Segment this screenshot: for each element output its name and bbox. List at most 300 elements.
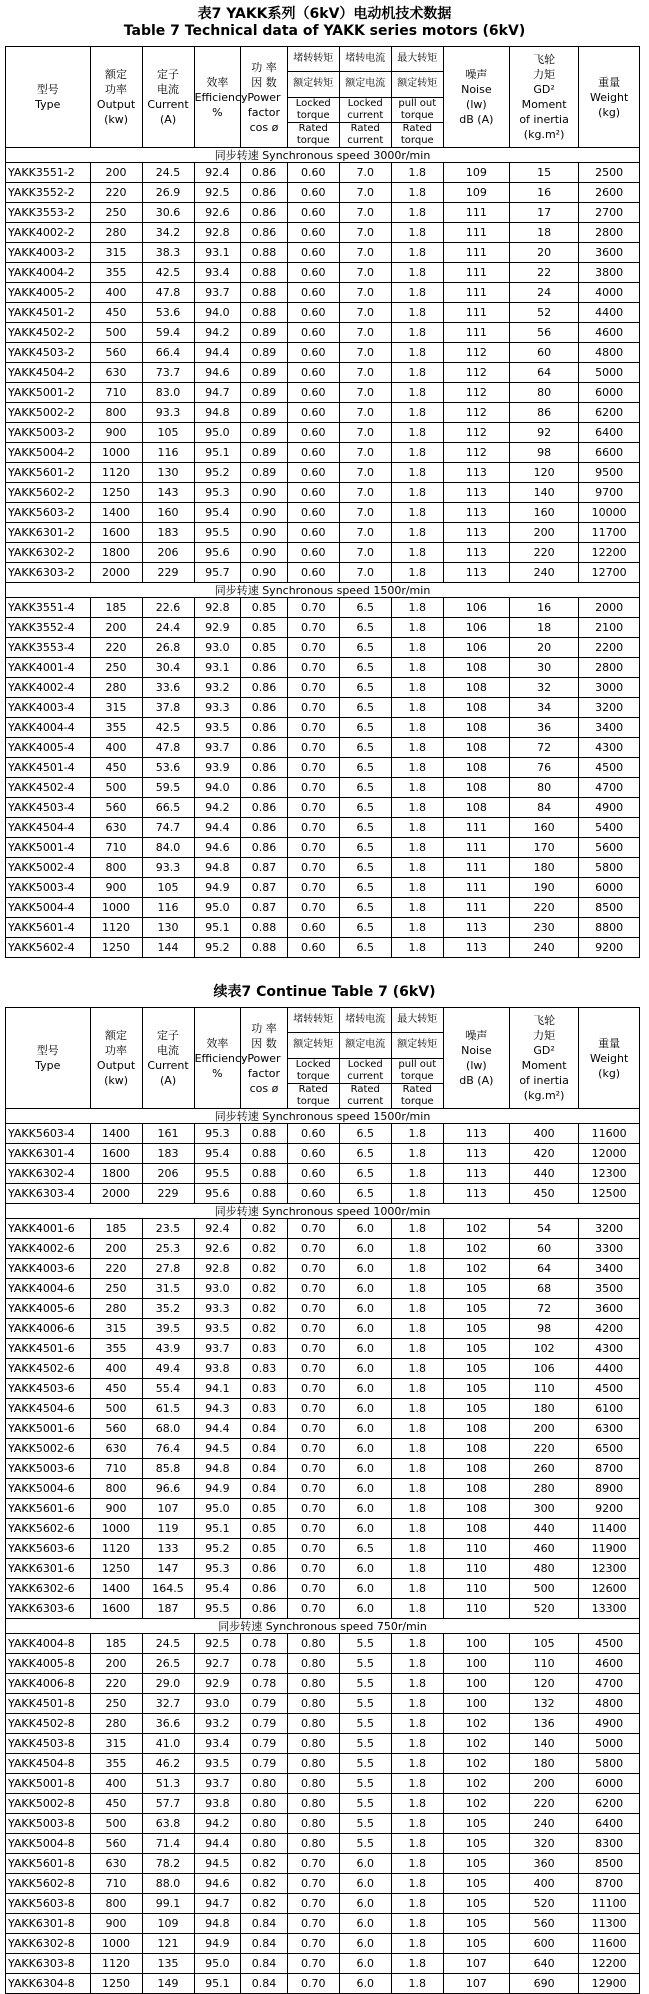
value-cell: 110: [443, 1579, 509, 1599]
table-row: [6, 203, 640, 223]
value-cell: 11700: [579, 523, 640, 543]
value-cell: 0.70: [287, 1579, 339, 1599]
header-locked-current-ratio-mid: 额定电流: [340, 1032, 391, 1057]
value-cell: 26.8: [142, 638, 194, 658]
table-row: [6, 1674, 640, 1694]
value-cell: 102: [443, 1774, 509, 1794]
value-cell: 160: [509, 818, 578, 838]
value-cell: 113: [443, 1164, 509, 1184]
value-cell: 105: [443, 1874, 509, 1894]
value-cell: 0.86: [241, 1599, 288, 1619]
value-cell: 59.5: [142, 778, 194, 798]
value-cell: 6.5: [339, 818, 391, 838]
value-cell: 0.70: [287, 1854, 339, 1874]
header-locked-current-ratio: [339, 1008, 391, 1109]
value-cell: 121: [142, 1934, 194, 1954]
value-cell: 0.90: [241, 523, 288, 543]
value-cell: 6.0: [339, 1934, 391, 1954]
value-cell: 106: [443, 598, 509, 618]
value-cell: 6.0: [339, 1439, 391, 1459]
value-cell: 220: [90, 1259, 142, 1279]
value-cell: 0.78: [241, 1674, 288, 1694]
value-cell: 690: [509, 1974, 578, 1994]
value-cell: 0.70: [287, 838, 339, 858]
value-cell: 113: [443, 918, 509, 938]
model-cell: YAKK5002-4: [6, 858, 91, 878]
value-cell: 110: [443, 1539, 509, 1559]
value-cell: 315: [90, 243, 142, 263]
header-locked-current-ratio-en2: Rated current: [340, 1083, 391, 1108]
value-cell: 108: [443, 658, 509, 678]
value-cell: 0.80: [241, 1814, 288, 1834]
value-cell: 93.3: [194, 698, 241, 718]
value-cell: 250: [90, 203, 142, 223]
value-cell: 5.5: [339, 1774, 391, 1794]
value-cell: 95.2: [194, 938, 241, 958]
value-cell: 92.9: [194, 618, 241, 638]
value-cell: 0.80: [241, 1794, 288, 1814]
model-cell: YAKK4002-2: [6, 223, 91, 243]
value-cell: 560: [509, 1914, 578, 1934]
value-cell: 260: [509, 1459, 578, 1479]
value-cell: 32.7: [142, 1694, 194, 1714]
header-pullout-torque-ratio-en2: Rated torque: [392, 1083, 443, 1108]
model-cell: YAKK4002-6: [6, 1239, 91, 1259]
header-locked-torque-ratio-top: 堵转转矩: [293, 53, 334, 65]
model-cell: YAKK5603-8: [6, 1894, 91, 1914]
model-cell: YAKK3553-4: [6, 638, 91, 658]
value-cell: 200: [509, 1419, 578, 1439]
model-cell: YAKK4004-2: [6, 263, 91, 283]
value-cell: 95.1: [194, 1519, 241, 1539]
value-cell: 0.86: [241, 163, 288, 183]
table-row: [6, 818, 640, 838]
value-cell: 6.5: [339, 598, 391, 618]
value-cell: 143: [142, 483, 194, 503]
value-cell: 84.0: [142, 838, 194, 858]
value-cell: 800: [90, 1894, 142, 1914]
value-cell: 110: [509, 1654, 578, 1674]
value-cell: 12700: [579, 563, 640, 583]
value-cell: 94.4: [194, 1419, 241, 1439]
value-cell: 250: [90, 1279, 142, 1299]
value-cell: 95.6: [194, 543, 241, 563]
value-cell: 400: [90, 1774, 142, 1794]
value-cell: 0.70: [287, 698, 339, 718]
value-cell: 6.0: [339, 1279, 391, 1299]
value-cell: 450: [90, 1379, 142, 1399]
value-cell: 1.8: [391, 303, 443, 323]
value-cell: 132: [509, 1694, 578, 1714]
value-cell: 6.0: [339, 1359, 391, 1379]
value-cell: 0.82: [241, 1219, 288, 1239]
header-locked-torque-ratio-en2: Rated torque: [288, 1083, 339, 1108]
header-current: 定子 电流 Current (A): [142, 1008, 194, 1109]
value-cell: 42.5: [142, 718, 194, 738]
value-cell: 0.60: [287, 1124, 339, 1144]
value-cell: 440: [509, 1519, 578, 1539]
value-cell: 400: [90, 738, 142, 758]
section-row: [6, 583, 640, 598]
value-cell: 0.60: [287, 183, 339, 203]
value-cell: 0.70: [287, 718, 339, 738]
value-cell: 25.3: [142, 1239, 194, 1259]
header-locked-current-ratio-mid: 额定电流: [340, 71, 391, 96]
value-cell: 120: [509, 463, 578, 483]
value-cell: 450: [90, 758, 142, 778]
value-cell: 7.0: [339, 483, 391, 503]
value-cell: 26.9: [142, 183, 194, 203]
value-cell: 229: [142, 1184, 194, 1204]
value-cell: 37.8: [142, 698, 194, 718]
value-cell: 0.80: [287, 1794, 339, 1814]
value-cell: 0.86: [241, 738, 288, 758]
value-cell: 250: [90, 658, 142, 678]
value-cell: 0.80: [241, 1834, 288, 1854]
header-output: 额定 功率 Output (kw): [90, 47, 142, 148]
value-cell: 1.8: [391, 1379, 443, 1399]
value-cell: 240: [509, 1814, 578, 1834]
value-cell: 0.86: [241, 778, 288, 798]
value-cell: 280: [90, 678, 142, 698]
value-cell: 93.1: [194, 658, 241, 678]
value-cell: 400: [90, 1359, 142, 1379]
value-cell: 93.2: [194, 1714, 241, 1734]
section-label: 同步转速 Synchronous speed 750r/min: [6, 1619, 640, 1634]
value-cell: 93.0: [194, 1279, 241, 1299]
value-cell: 0.60: [287, 503, 339, 523]
value-cell: 1.8: [391, 1714, 443, 1734]
value-cell: 0.70: [287, 638, 339, 658]
value-cell: 107: [443, 1974, 509, 1994]
value-cell: 113: [443, 523, 509, 543]
value-cell: 0.60: [287, 303, 339, 323]
value-cell: 11900: [579, 1539, 640, 1559]
value-cell: 1.8: [391, 283, 443, 303]
value-cell: 111: [443, 243, 509, 263]
value-cell: 105: [443, 1359, 509, 1379]
value-cell: 6.0: [339, 1219, 391, 1239]
value-cell: 6.0: [339, 1239, 391, 1259]
model-cell: YAKK5004-4: [6, 898, 91, 918]
value-cell: 93.0: [194, 638, 241, 658]
table-row: [6, 1934, 640, 1954]
value-cell: 6.5: [339, 898, 391, 918]
value-cell: 108: [443, 1479, 509, 1499]
value-cell: 4500: [579, 1379, 640, 1399]
table-row: [6, 1399, 640, 1419]
value-cell: 1.8: [391, 1359, 443, 1379]
value-cell: 93.4: [194, 1734, 241, 1754]
value-cell: 160: [509, 503, 578, 523]
value-cell: 0.82: [241, 1319, 288, 1339]
value-cell: 5800: [579, 858, 640, 878]
value-cell: 1.8: [391, 483, 443, 503]
value-cell: 107: [443, 1954, 509, 1974]
value-cell: 6200: [579, 403, 640, 423]
value-cell: 24.4: [142, 618, 194, 638]
value-cell: 102: [443, 1219, 509, 1239]
value-cell: 0.70: [287, 1399, 339, 1419]
value-cell: 130: [142, 918, 194, 938]
value-cell: 1400: [90, 1579, 142, 1599]
value-cell: 4300: [579, 738, 640, 758]
value-cell: 6.0: [339, 1974, 391, 1994]
value-cell: 80: [509, 383, 578, 403]
model-cell: YAKK3552-4: [6, 618, 91, 638]
value-cell: 6.5: [339, 918, 391, 938]
value-cell: 800: [90, 403, 142, 423]
table-row: [6, 1794, 640, 1814]
value-cell: 94.5: [194, 1439, 241, 1459]
value-cell: 72: [509, 738, 578, 758]
value-cell: 0.70: [287, 778, 339, 798]
table-row: [6, 1954, 640, 1974]
value-cell: 18: [509, 618, 578, 638]
value-cell: 38.3: [142, 243, 194, 263]
value-cell: 280: [90, 1714, 142, 1734]
model-cell: YAKK5001-4: [6, 838, 91, 858]
value-cell: 112: [443, 343, 509, 363]
value-cell: 630: [90, 1854, 142, 1874]
value-cell: 106: [443, 618, 509, 638]
model-cell: YAKK4503-2: [6, 343, 91, 363]
value-cell: 6.0: [339, 1499, 391, 1519]
value-cell: 1.8: [391, 1774, 443, 1794]
value-cell: 1.8: [391, 243, 443, 263]
value-cell: 0.70: [287, 798, 339, 818]
value-cell: 102: [443, 1794, 509, 1814]
value-cell: 0.84: [241, 1459, 288, 1479]
section-label: 同步转速 Synchronous speed 1500r/min: [6, 583, 640, 598]
table-row: [6, 1219, 640, 1239]
model-cell: YAKK4503-8: [6, 1734, 91, 1754]
value-cell: 9700: [579, 483, 640, 503]
value-cell: 0.80: [287, 1634, 339, 1654]
value-cell: 180: [509, 1754, 578, 1774]
value-cell: 102: [443, 1259, 509, 1279]
value-cell: 99.1: [142, 1894, 194, 1914]
value-cell: 105: [443, 1319, 509, 1339]
value-cell: 4900: [579, 798, 640, 818]
table-row: [6, 1259, 640, 1279]
value-cell: 100: [443, 1674, 509, 1694]
value-cell: 1.8: [391, 1164, 443, 1184]
value-cell: 94.4: [194, 818, 241, 838]
table-row: [6, 343, 640, 363]
value-cell: 113: [443, 503, 509, 523]
table-row: [6, 618, 640, 638]
value-cell: 6400: [579, 423, 640, 443]
value-cell: 1.8: [391, 838, 443, 858]
value-cell: 1.8: [391, 463, 443, 483]
value-cell: 0.86: [241, 678, 288, 698]
value-cell: 0.89: [241, 403, 288, 423]
value-cell: 0.84: [241, 1914, 288, 1934]
value-cell: 560: [90, 798, 142, 818]
value-cell: 119: [142, 1519, 194, 1539]
value-cell: 0.84: [241, 1439, 288, 1459]
table-row: [6, 1914, 640, 1934]
value-cell: 1.8: [391, 1124, 443, 1144]
value-cell: 74.7: [142, 818, 194, 838]
value-cell: 7.0: [339, 463, 391, 483]
model-cell: YAKK4501-6: [6, 1339, 91, 1359]
value-cell: 0.70: [287, 1379, 339, 1399]
value-cell: 0.70: [287, 678, 339, 698]
value-cell: 0.85: [241, 1519, 288, 1539]
model-cell: YAKK4002-4: [6, 678, 91, 698]
value-cell: 105: [443, 1299, 509, 1319]
value-cell: 6.5: [339, 838, 391, 858]
table-row: [6, 678, 640, 698]
value-cell: 94.0: [194, 303, 241, 323]
value-cell: 108: [443, 798, 509, 818]
value-cell: 0.80: [287, 1774, 339, 1794]
value-cell: 630: [90, 363, 142, 383]
model-cell: YAKK4005-2: [6, 283, 91, 303]
model-cell: YAKK5001-6: [6, 1419, 91, 1439]
value-cell: 109: [142, 1914, 194, 1934]
model-cell: YAKK5003-2: [6, 423, 91, 443]
value-cell: 1000: [90, 1519, 142, 1539]
model-cell: YAKK4004-6: [6, 1279, 91, 1299]
value-cell: 105: [443, 1854, 509, 1874]
table-row: [6, 1714, 640, 1734]
model-cell: YAKK4501-4: [6, 758, 91, 778]
value-cell: 4400: [579, 303, 640, 323]
value-cell: 12000: [579, 1144, 640, 1164]
value-cell: 0.88: [241, 243, 288, 263]
value-cell: 5600: [579, 838, 640, 858]
value-cell: 1.8: [391, 1834, 443, 1854]
table-row: [6, 1299, 640, 1319]
value-cell: 95.4: [194, 503, 241, 523]
value-cell: 6000: [579, 878, 640, 898]
value-cell: 3500: [579, 1279, 640, 1299]
value-cell: 520: [509, 1599, 578, 1619]
value-cell: 0.84: [241, 1934, 288, 1954]
table-row: [6, 543, 640, 563]
value-cell: 105: [443, 1934, 509, 1954]
table-row: [6, 1599, 640, 1619]
value-cell: 0.82: [241, 1299, 288, 1319]
table-row: [6, 1459, 640, 1479]
model-cell: YAKK5601-4: [6, 918, 91, 938]
value-cell: 0.70: [287, 658, 339, 678]
value-cell: 6.5: [339, 678, 391, 698]
value-cell: 9200: [579, 1499, 640, 1519]
value-cell: 0.88: [241, 1124, 288, 1144]
value-cell: 900: [90, 423, 142, 443]
value-cell: 0.70: [287, 1479, 339, 1499]
value-cell: 7.0: [339, 383, 391, 403]
value-cell: 0.85: [241, 618, 288, 638]
value-cell: 1120: [90, 1954, 142, 1974]
table-row: [6, 798, 640, 818]
table-row: [6, 638, 640, 658]
value-cell: 120: [509, 1674, 578, 1694]
value-cell: 2800: [579, 223, 640, 243]
header-locked-torque-ratio: [287, 1008, 339, 1109]
value-cell: 2700: [579, 203, 640, 223]
value-cell: 187: [142, 1599, 194, 1619]
value-cell: 108: [443, 1439, 509, 1459]
model-cell: YAKK6303-4: [6, 1184, 91, 1204]
value-cell: 7.0: [339, 503, 391, 523]
value-cell: 1.8: [391, 1259, 443, 1279]
value-cell: 6300: [579, 1419, 640, 1439]
value-cell: 95.4: [194, 1144, 241, 1164]
value-cell: 94.2: [194, 323, 241, 343]
value-cell: 27.8: [142, 1259, 194, 1279]
value-cell: 105: [443, 1399, 509, 1419]
value-cell: 180: [509, 858, 578, 878]
value-cell: 315: [90, 1734, 142, 1754]
table-row: [6, 303, 640, 323]
value-cell: 5.5: [339, 1714, 391, 1734]
value-cell: 1800: [90, 543, 142, 563]
value-cell: 0.86: [241, 798, 288, 818]
value-cell: 1.8: [391, 718, 443, 738]
value-cell: 710: [90, 838, 142, 858]
value-cell: 200: [90, 163, 142, 183]
value-cell: 0.70: [287, 1319, 339, 1339]
value-cell: 2800: [579, 658, 640, 678]
value-cell: 93.3: [142, 403, 194, 423]
value-cell: 0.82: [241, 1279, 288, 1299]
value-cell: 280: [90, 223, 142, 243]
table-row: [6, 698, 640, 718]
section-row: [6, 1109, 640, 1124]
value-cell: 229: [142, 563, 194, 583]
value-cell: 1.8: [391, 1219, 443, 1239]
value-cell: 112: [443, 403, 509, 423]
value-cell: 0.60: [287, 1164, 339, 1184]
value-cell: 22.6: [142, 598, 194, 618]
model-cell: YAKK5601-6: [6, 1499, 91, 1519]
value-cell: 92.7: [194, 1654, 241, 1674]
header-locked-torque-ratio-en1: Locked torque: [288, 1058, 339, 1083]
value-cell: 450: [90, 1794, 142, 1814]
header-locked-current-ratio-top: 堵转电流: [345, 53, 386, 65]
value-cell: 93.0: [194, 1694, 241, 1714]
value-cell: 0.70: [287, 1459, 339, 1479]
table-row: [6, 898, 640, 918]
value-cell: 108: [443, 1419, 509, 1439]
value-cell: 0.80: [287, 1814, 339, 1834]
value-cell: 94.1: [194, 1379, 241, 1399]
table-row: [6, 483, 640, 503]
model-cell: YAKK6302-8: [6, 1934, 91, 1954]
value-cell: 4500: [579, 758, 640, 778]
value-cell: 1120: [90, 918, 142, 938]
value-cell: 7.0: [339, 423, 391, 443]
value-cell: 1.8: [391, 1319, 443, 1339]
table-row: [6, 1579, 640, 1599]
value-cell: 7.0: [339, 243, 391, 263]
value-cell: 93.9: [194, 758, 241, 778]
value-cell: 0.70: [287, 1339, 339, 1359]
value-cell: 1.8: [391, 323, 443, 343]
value-cell: 95.0: [194, 898, 241, 918]
value-cell: 0.88: [241, 263, 288, 283]
header-pullout-torque-ratio-top: 最大转矩: [397, 53, 438, 65]
value-cell: 113: [443, 1124, 509, 1144]
value-cell: 108: [443, 1459, 509, 1479]
table-row: [6, 563, 640, 583]
value-cell: 0.87: [241, 898, 288, 918]
